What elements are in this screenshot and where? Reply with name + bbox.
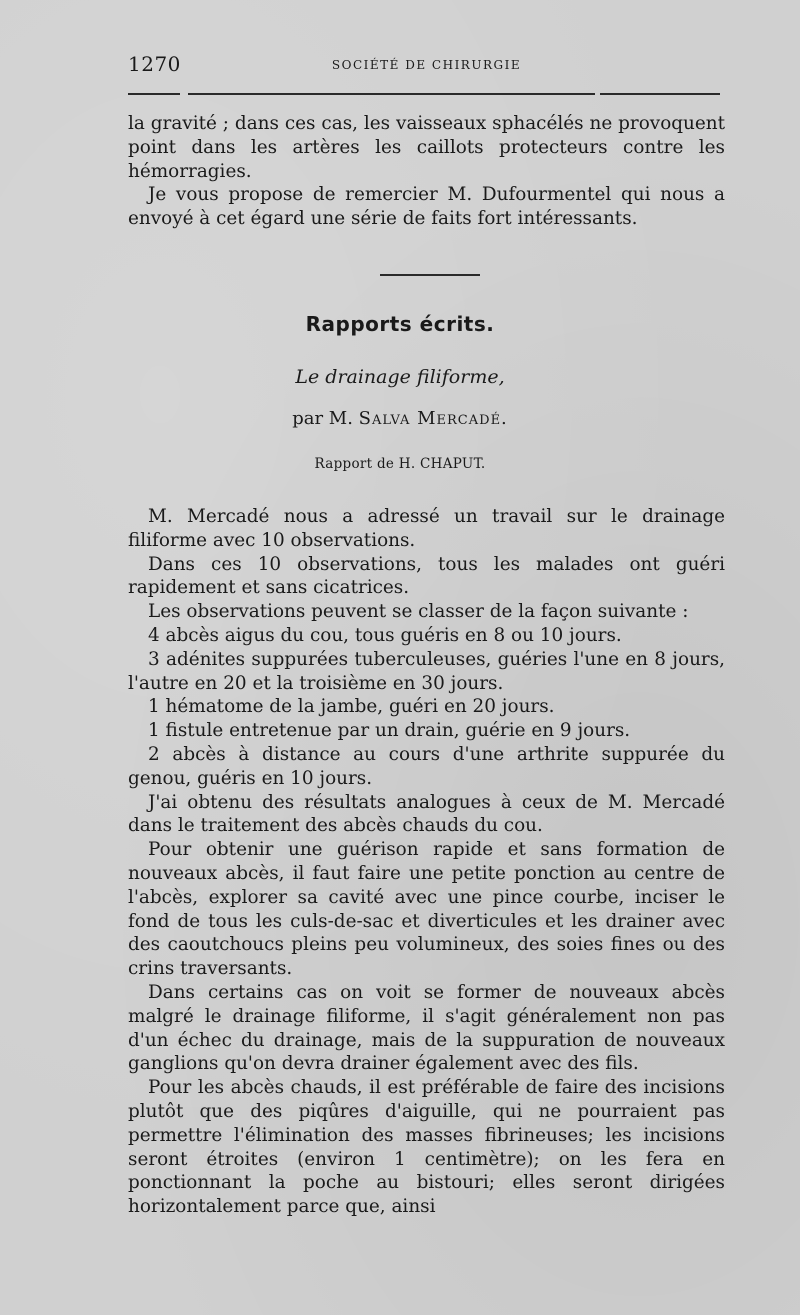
paragraph-thanks: Je vous propose de remercier M. Dufourmentel qui nous a envoyé à cet égard une série de faits fort intéressants. (128, 184, 725, 230)
header-rule-left (128, 93, 180, 95)
paragraph-continued: la gravité ; dans ces cas, les vaisseaux sphacélés ne provoquent point dans les artères les caillots protecteurs contre les hémorragies. (128, 113, 725, 182)
header-rule-right (600, 93, 720, 95)
paragraph: Les observations peuvent se classer de la façon suivante : (148, 601, 689, 623)
byline-prefix: par M. (292, 408, 353, 429)
header-rule-center (188, 93, 595, 95)
paragraph: J'ai obtenu des résultats analogues à ceux de M. Mercadé dans le traitement des abcès chauds du cou. (128, 791, 725, 837)
continued-text (128, 112, 725, 231)
byline (0, 408, 800, 429)
report-body (128, 505, 725, 1219)
section-title: Rapports écrits. (305, 312, 495, 336)
paragraph: Dans certains cas on voit se former de nouveaux abcès malgré le drainage filiforme, il s'agit généralement non pas d'un échec du drainage, mais de la suppuration de nouveaux ganglions qu'on devra drainer également avec des fils. (128, 981, 725, 1075)
list-item: 1 hématome de la jambe, guéri en 20 jours. (148, 696, 555, 718)
section-divider (380, 274, 480, 276)
article-title: Le drainage filiforme, (295, 366, 505, 388)
page-header (128, 52, 725, 76)
report-attribution: Rapport de H. CHAPUT. (314, 456, 486, 472)
running-head: SOCIÉTÉ DE CHIRURGIE (331, 58, 522, 72)
author-name: Salva Mercadé. (358, 408, 508, 429)
paragraph: Pour obtenir une guérison rapide et sans formation de nouveaux abcès, il faut faire une petite ponction au centre de l'abcès, explorer sa cavité avec une pince courbe, inciser le fond de tous les culs-de-sac et diverticules et les drainer avec des caoutchoucs pleins peu volumineux, des soies fines ou des crins traversants. (128, 839, 725, 980)
page-number: 1270 (128, 52, 181, 76)
list-item: 1 fistule entretenue par un drain, guérie en 9 jours. (148, 720, 631, 742)
paragraph: M. Mercadé nous a adressé un travail sur le drainage filiforme avec 10 observations. (128, 506, 725, 551)
paragraph: Pour les abcès chauds, il est préférable de faire des incisions plutôt que des piqûres d'aiguille, qui ne pourraient pas permettre l'élimination des masses fibrineuses; les incisions seront étroites (environ 1 centimètre); on les fera en ponctionnant la poche au bistouri; elles seront dirigées horizontalement parce que, ainsi (128, 1077, 725, 1218)
paragraph: Dans ces 10 observations, tous les malades ont guéri rapidement et sans cicatrices. (128, 553, 725, 599)
list-item: 4 abcès aigus du cou, tous guéris en 8 ou 10 jours. (148, 624, 622, 646)
list-item: 2 abcès à distance au cours d'une arthrite suppurée du genou, guéris en 10 jours. (128, 743, 725, 789)
list-item: 3 adénites suppurées tuberculeuses, guéries l'une en 8 jours, l'autre en 20 et la troisième en 30 jours. (128, 648, 725, 694)
